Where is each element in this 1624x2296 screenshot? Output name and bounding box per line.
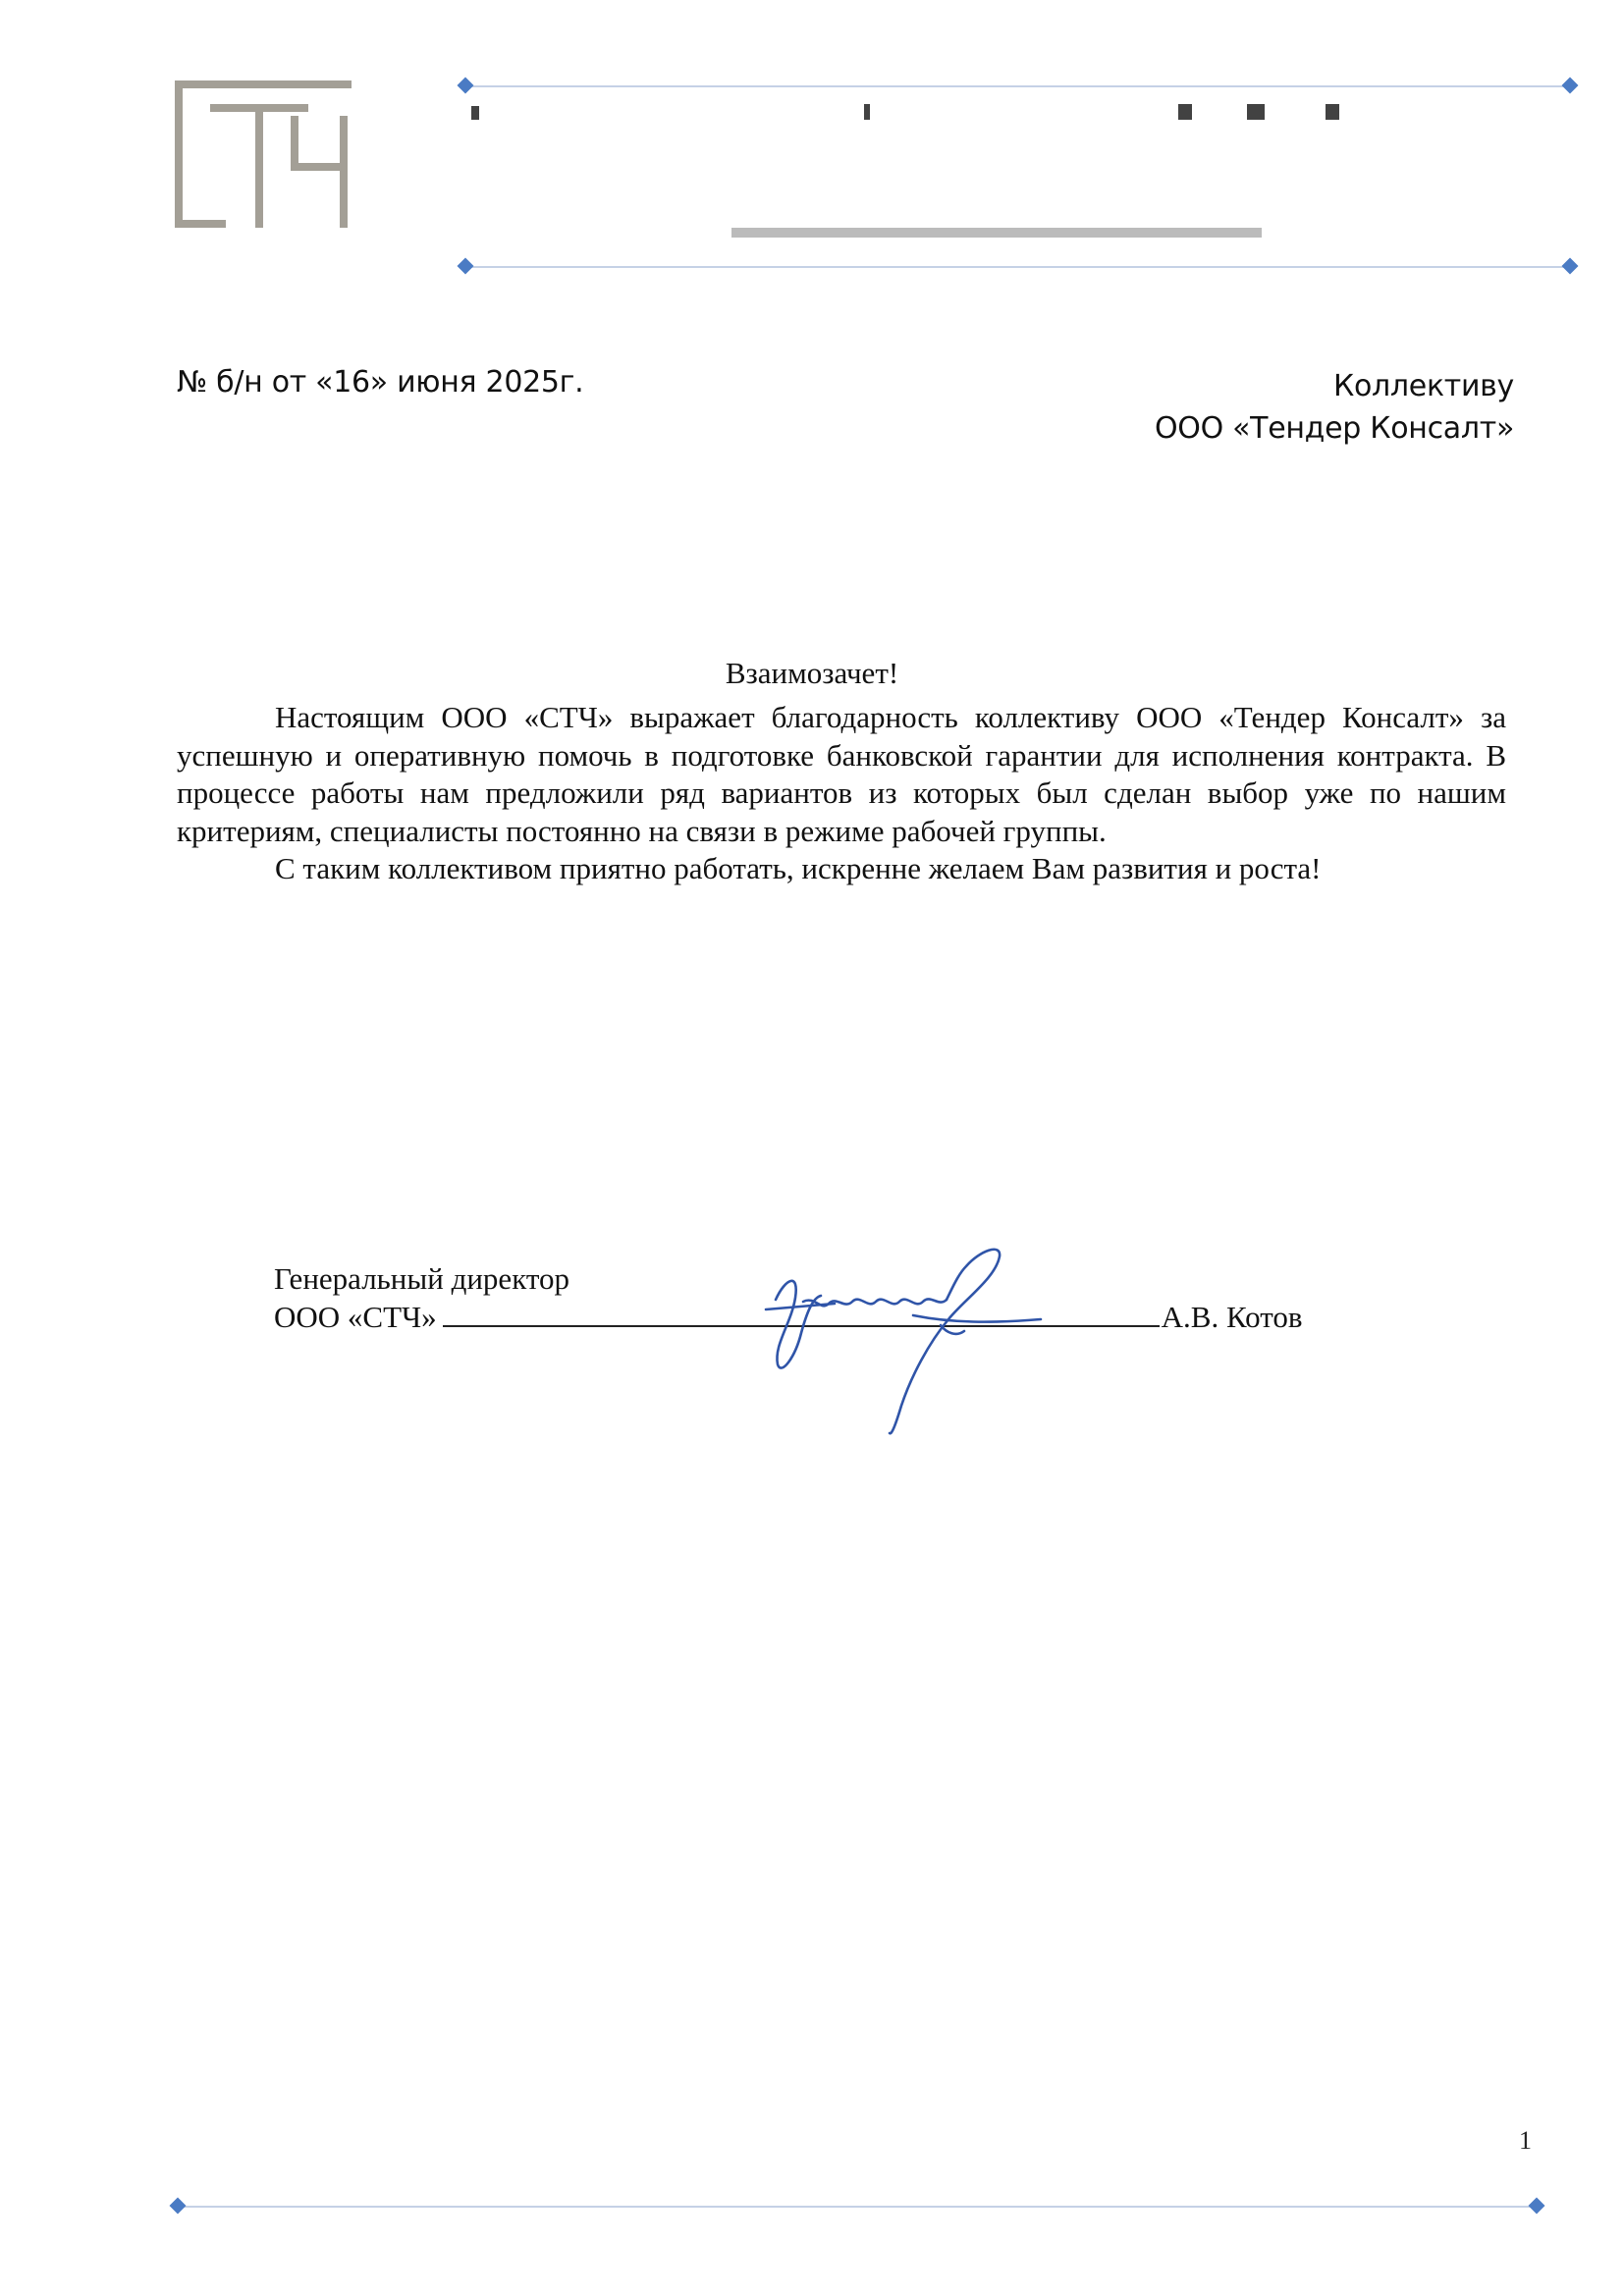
company-logo <box>175 80 352 230</box>
body-paragraph: С таким коллективом приятно работать, искренне желаем Вам развития и роста! <box>275 851 1322 885</box>
letter-reference: № б/н от «16» июня 2025г. <box>177 365 584 400</box>
resize-handle-icon[interactable] <box>1562 258 1579 275</box>
resize-handle-icon[interactable] <box>458 78 474 94</box>
masked-header-text <box>461 98 1355 120</box>
header-frame-bottom-line <box>465 266 1575 268</box>
letter-title: Взаимозачет! <box>725 656 899 690</box>
handwritten-signature <box>756 1239 1051 1445</box>
masked-header-subtext <box>731 224 1262 238</box>
header-frame-top-line <box>465 85 1575 87</box>
signatory-name: А.В. Котов <box>1161 1300 1303 1334</box>
footer-frame-line <box>178 2206 1535 2208</box>
addressee-line: Коллективу <box>1333 369 1514 403</box>
addressee-block <box>1155 365 1514 450</box>
body-paragraph: Настоящим ООО «СТЧ» выражает благодарность коллективу ООО «Тендер Консалт» за успешную и оперативную помочь в подготовке банковской гарантии для исполнения контракта. В процессе работы нам предложили ряд вариантов из которых был сделан выбор уже по нашим критериям, специалисты постоянно на связи в режиме рабочей группы. <box>177 700 1506 848</box>
resize-handle-icon[interactable] <box>1529 2198 1545 2215</box>
resize-handle-icon[interactable] <box>170 2198 187 2215</box>
resize-handle-icon[interactable] <box>1562 78 1579 94</box>
addressee-company: ООО «Тендер Консалт» <box>1154 411 1514 446</box>
signatory-company: ООО «СТЧ» <box>274 1300 437 1334</box>
resize-handle-icon[interactable] <box>458 258 474 275</box>
signatory-position: Генеральный директор <box>274 1261 569 1296</box>
letter-body <box>177 699 1506 888</box>
page-number: 1 <box>1519 2126 1532 2155</box>
